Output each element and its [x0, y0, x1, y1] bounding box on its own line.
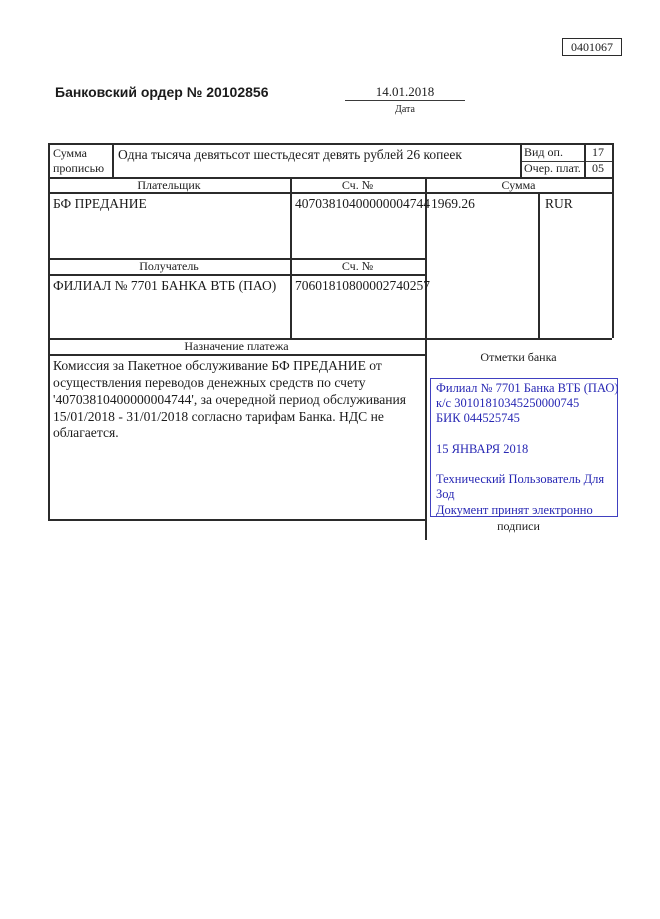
priority-value: 05	[592, 161, 604, 175]
table-line	[538, 192, 540, 338]
operation-type-label: Вид оп.	[524, 145, 563, 159]
stamp-line: Технический Пользователь Для	[436, 472, 605, 487]
date-value: 14.01.2018	[375, 84, 435, 99]
table-line	[290, 177, 292, 338]
amount-in-words: Одна тысяча девятьсот шестьдесят девять рублей 26 копеек	[118, 147, 462, 162]
table-line	[48, 143, 50, 519]
payee-name: ФИЛИАЛ № 7701 БАНКА ВТБ (ПАО)	[53, 278, 277, 293]
date-label: Дата	[395, 104, 415, 115]
sum-column-header: Сумма	[501, 178, 536, 192]
payee-account-header: Сч. №	[341, 259, 374, 273]
purpose-header: Назначение платежа	[184, 339, 289, 353]
table-line	[520, 143, 522, 177]
amount-words-label-line2: прописью	[53, 161, 105, 175]
operation-type-value: 17	[592, 145, 604, 159]
payer-name: БФ ПРЕДАНИЕ	[53, 196, 147, 211]
purpose-text: Комиссия за Пакетное обслуживание БФ ПРЕДАНИЕ от осуществления переводов денежных средств по счету '40703810400000004744', за очередной период обслуживания 15/01/2018 - 31/01/2018 согласно тарифам Банка. НДС не облагается.	[53, 358, 407, 441]
table-line	[48, 519, 425, 521]
signatures-label: подписи	[497, 519, 540, 533]
stamp-line: 15 ЯНВАРЯ 2018	[436, 441, 529, 456]
stamp-line	[436, 457, 612, 472]
stamp-line: Зод	[436, 487, 455, 502]
table-line	[112, 143, 114, 177]
amount-words-label	[53, 146, 104, 176]
payment-amount: 1969.26	[431, 196, 475, 211]
payment-currency: RUR	[545, 196, 573, 211]
date-underline	[345, 100, 465, 101]
payer-account-header: Сч. №	[341, 178, 374, 192]
table-line	[48, 274, 425, 276]
form-code-box	[562, 38, 622, 56]
bank-stamp	[430, 378, 618, 517]
stamp-line: к/с 30101810345250000745	[436, 396, 580, 411]
stamp-line: БИК 044525745	[436, 411, 520, 426]
form-code: 0401067	[571, 40, 613, 54]
amount-words-label-line1: Сумма	[53, 146, 87, 160]
stamp-line: Филиал № 7701 Банка ВТБ (ПАО)	[436, 381, 619, 395]
payer-column-header: Плательщик	[137, 178, 201, 192]
payee-column-header: Получатель	[139, 259, 199, 273]
table-line	[48, 354, 425, 356]
stamp-line: Документ принят электронно	[436, 502, 593, 517]
bank-marks-header: Отметки банка	[480, 350, 557, 364]
document-title: Банковский ордер № 20102856	[55, 84, 269, 100]
payer-account: 40703810400000004744	[295, 196, 430, 211]
payee-account: 70601810800002740257	[295, 278, 430, 293]
table-line	[612, 143, 614, 338]
stamp-line	[436, 427, 612, 442]
priority-label: Очер. плат.	[524, 161, 581, 175]
